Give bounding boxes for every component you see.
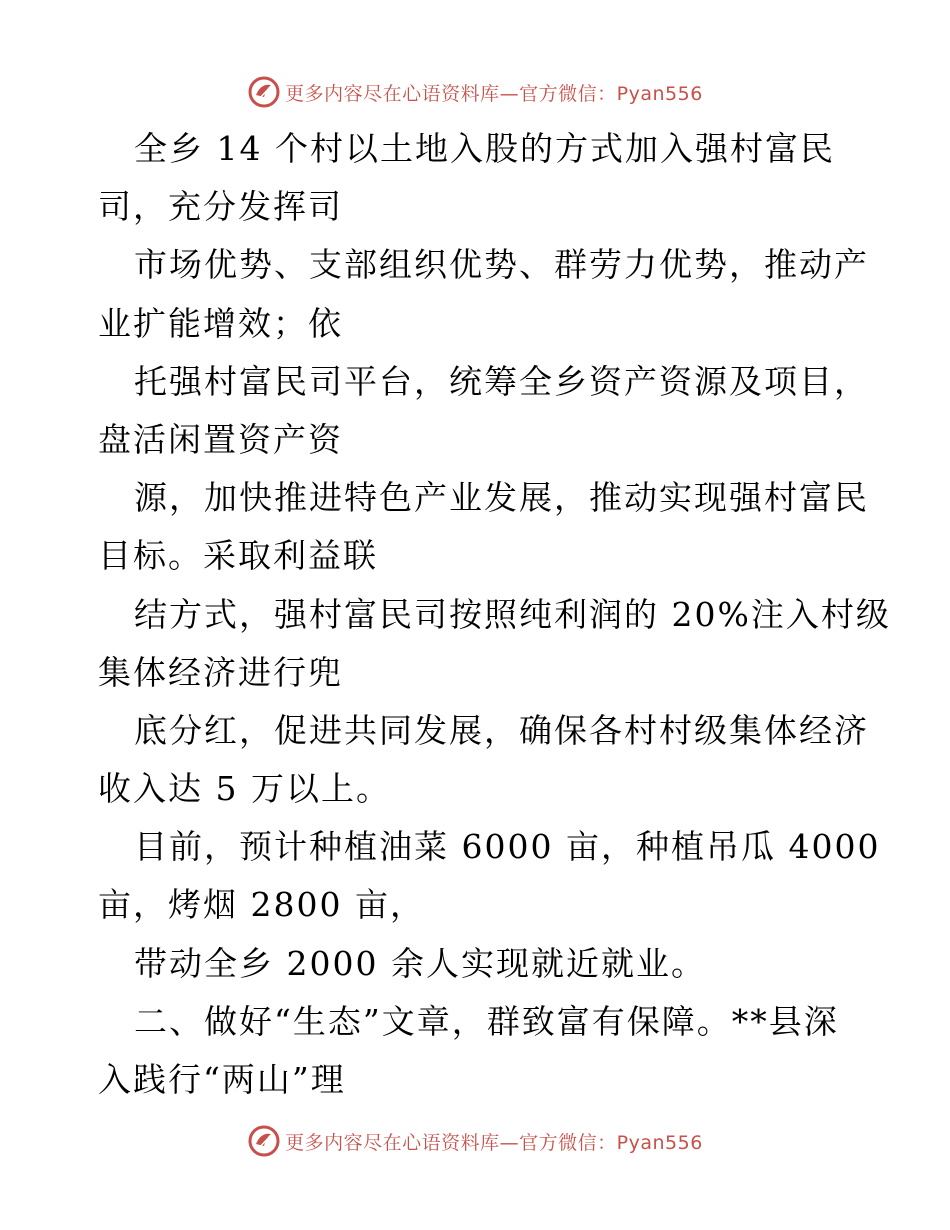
seal-logo-icon [247, 1124, 281, 1158]
text-line: 结方式，强村富民司按照纯利润的 20%注入村级 [134, 594, 891, 634]
text-line: 市场优势、支部组织优势、群劳力优势，推动产 [134, 245, 869, 285]
document-body [98, 120, 891, 1109]
text-line: 底分红，促进共同发展，确保各村村级集体经济 [134, 710, 869, 750]
text-line: 托强村富民司平台，统筹全乡资产资源及项目， [134, 361, 869, 401]
text-line: 二、做好“生态”文章，群致富有保障。**县深 [134, 1001, 839, 1041]
text-line: 收入达 5 万以上。 [98, 769, 391, 809]
watermark-text: 更多内容尽在心语资料库—官方微信：Pyan556 [285, 1131, 703, 1154]
text-line: 亩，烤烟 2800 亩， [98, 885, 425, 925]
text-line: 全乡 14 个村以土地入股的方式加入强村富民 [134, 129, 835, 168]
text-line: 目标。采取利益联 [98, 536, 378, 576]
footer-watermark [0, 1121, 950, 1161]
watermark-text: 更多内容尽在心语资料库—官方微信：Pyan556 [285, 82, 703, 105]
seal-logo-icon [247, 75, 281, 109]
text-line: 目前，预计种植油菜 6000 亩，种植吊瓜 4000 [134, 827, 881, 867]
text-line: 带动全乡 2000 余人实现就近就业。 [134, 943, 706, 983]
header-watermark [0, 72, 950, 112]
text-line: 源，加快推进特色产业发展，推动实现强村富民 [134, 478, 869, 518]
text-line: 入践行“两山”理 [98, 1060, 346, 1099]
text-line: 司，充分发挥司 [98, 187, 343, 227]
text-line: 集体经济进行兜 [98, 652, 343, 692]
text-line: 业扩能增效；依 [98, 303, 343, 343]
text-line: 盘活闲置资产资 [98, 419, 343, 459]
